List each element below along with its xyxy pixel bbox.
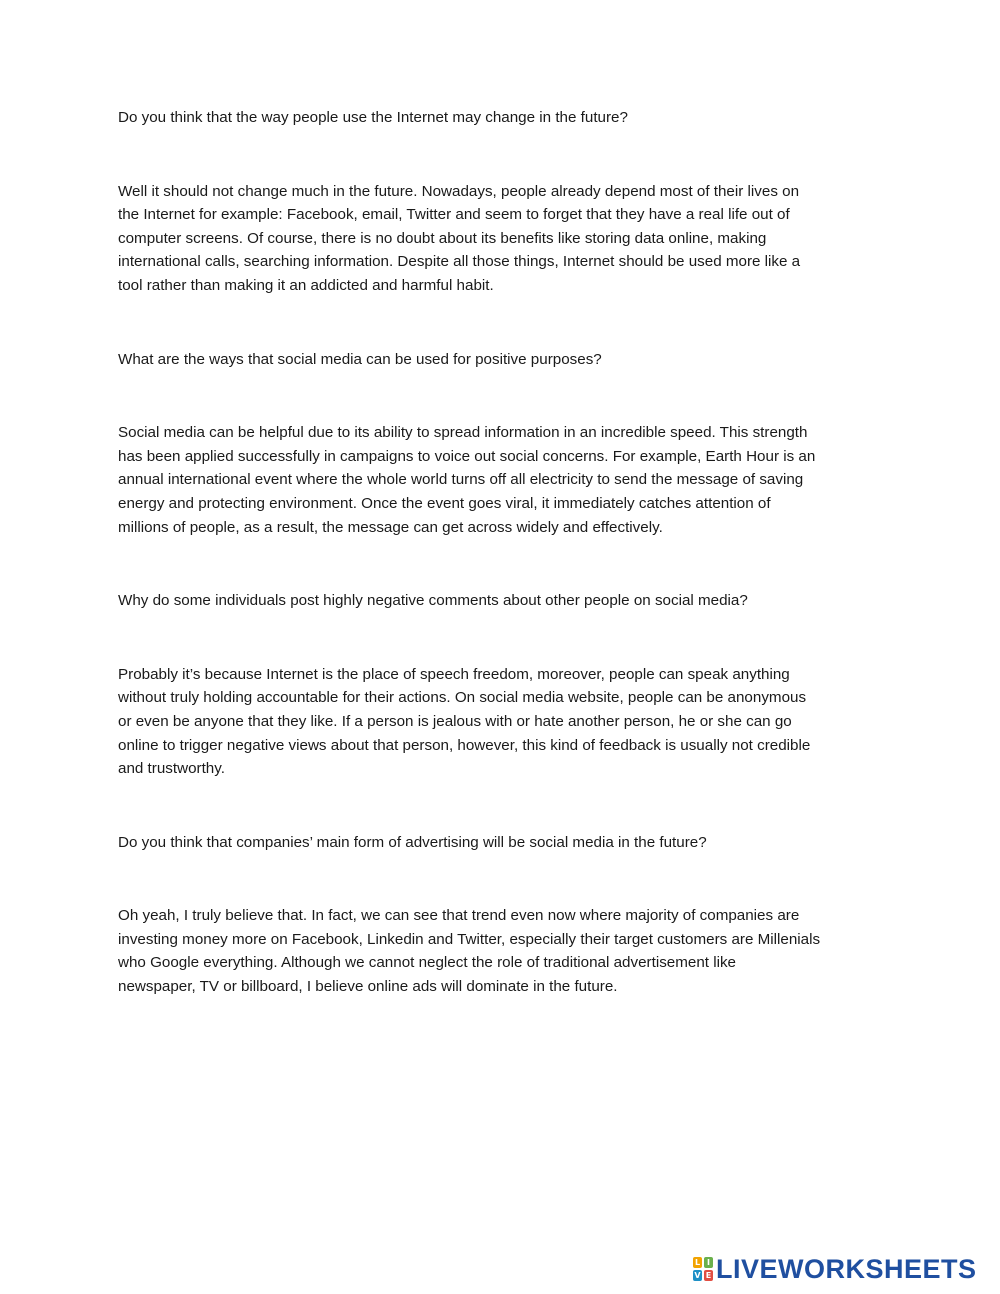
logo-badge-letter: L [694,1258,701,1267]
question-4: Do you think that companies’ main form of advertising will be social media in the future? [118,833,707,851]
question-3: Why do some individuals post highly negative comments about other people on social media? [118,592,748,610]
answer-line: online to trigger negative views about that person, however, this kind of feedback is usually not credible [118,736,811,754]
qa-block-2 [118,348,888,540]
answer-line: energy and protecting environment. Once the event goes viral, it immediately catches attention of [118,494,771,512]
qa-block-1 [118,106,888,298]
answer-line: computer screens. Of course, there is no doubt about its benefits like storing data online, making [118,229,767,247]
answer-1 [118,180,888,298]
question-1: Do you think that the way people use the Internet may change in the future? [118,109,628,126]
qa-block-4 [118,831,888,999]
answer-line: Social media can be helpful due to its ability to spread information in an incredible speed. This strength [118,424,808,442]
logo-badge-letter: E [705,1271,712,1280]
answer-line: tool rather than making it an addicted and harmful habit. [118,276,494,294]
worksheet-body [118,106,888,999]
answer-line: and trustworthy. [118,760,225,778]
answer-line: the Internet for example: Facebook, email, Twitter and seem to forget that they have a real life out of [118,206,790,224]
answer-2 [118,421,888,539]
answer-line: has been applied successfully in campaigns to voice out social concerns. For example, Earth Hour is an [118,447,816,465]
qa-block-3 [118,589,888,781]
answer-line: newspaper, TV or billboard, I believe online ads will dominate in the future. [118,978,618,996]
question-2: What are the ways that social media can be used for positive purposes? [118,350,602,368]
answer-4 [118,904,888,998]
answer-line: Oh yeah, I truly believe that. In fact, we can see that trend even now where majority of companies are [118,907,800,925]
logo-badge-letter: V [694,1271,701,1280]
answer-line: international calls, searching information. Despite all those things, Internet should be used more like a [118,253,801,271]
logo-badge-icon [693,1257,713,1281]
liveworksheets-logo[interactable] [693,1255,977,1283]
answer-line: millions of people, as a result, the message can get across widely and effectively. [118,518,663,536]
answer-3 [118,663,888,781]
answer-line: or even be anyone that they like. If a person is jealous with or hate another person, he or she can go [118,712,792,730]
logo-text: LIVEWORKSHEETS [716,1254,977,1284]
answer-line: annual international event where the whole world turns off all electricity to send the message of saving [118,471,804,489]
answer-line: Probably it’s because Internet is the place of speech freedom, moreover, people can speak anything [118,665,790,683]
answer-line: Well it should not change much in the future. Nowadays, people already depend most of their lives on [118,182,800,200]
answer-line: investing money more on Facebook, Linkedin and Twitter, especially their target customers are Millenials [118,930,821,948]
answer-line: who Google everything. Although we cannot neglect the role of traditional advertisement like [118,954,737,972]
answer-line: without truly holding accountable for their actions. On social media website, people can be anonymous [118,689,807,707]
logo-badge-letter: I [704,1257,713,1268]
